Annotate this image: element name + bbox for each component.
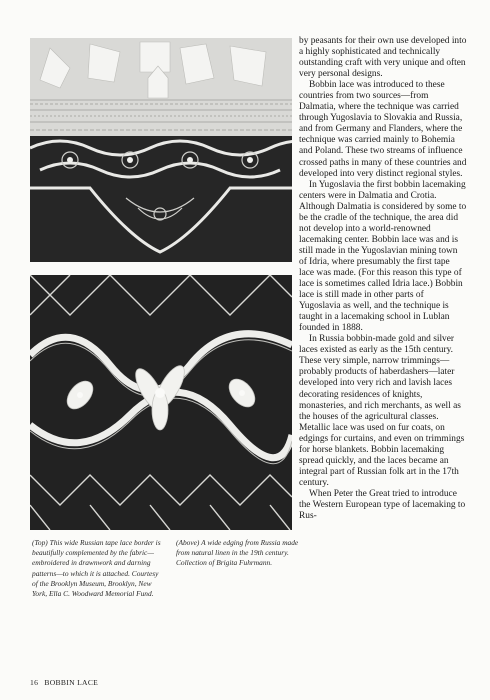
top-lace-photo [30,38,292,262]
body-text-column [299,36,467,676]
body-paragraph: Bobbin lace was introduced to these countries from two sources—from Dalmatia, where the technique was carried through Yugoslavia to Slovakia and Russia, and from Germany and Flanders, where the technique was carried mainly to Bohemia and Poland. These two streams of influence crossed paths in many of these countries and developed into very distinct regional styles. [299,80,467,179]
body-paragraph: In Russia bobbin-made gold and silver laces existed as early as the 15th century. These very simple, narrow trimmings—probably products of haberdashers—later developed into very rich and lavish laces decorating residences of knights, monasteries, and rich merchants, as well as the houses of the agricultural classes. Metallic lace was used on fur coats, on edgings for curtains, and even on trimmings for horse blankets. Bobbin lacemaking spread quickly, and the laces became an integral part of Russian folk art in the 17th century. [299,334,465,488]
running-title: BOBBIN LACE [44,678,99,687]
top-lace-image [30,38,292,262]
bottom-lace-photo [30,275,292,530]
body-paragraph: by peasants for their own use developed into a highly sophisticated and technically outstanding craft with very unique and often very personal designs. [299,36,467,80]
caption-bottom: (Above) A wide edging from Russia made from natural linen in the 19th century. Collection of Brigita Fuhrmann. [176,538,299,568]
page-number: 16 [30,678,39,687]
body-paragraph: In Yugoslavia the first bobbin lacemaking centers were in Dalmatia and Crotia. Although Dalmatia is considered by some to be the cradle of the technique, the area did not develop into a world-renowned lacemaking center. Bobbin lace was and is still made in the Yugoslavian mining town of Idria, where presumably the first tape lace was made. (For this reason this type of lace is sometimes called Idria lace.) Bobbin lace is still made in other parts of Yugoslavia as well, and the technique is taught in a lacemaking school in Lublan founded in 1888. [299,179,467,334]
body-paragraph: When Peter the Great tried to introduce the Western European type of lacemaking to Rus- [299,488,466,522]
caption-top: (Top) This wide Russian tape lace border is beautifully complemented by the fabric—embroidered in drawnwork and darning patterns—to which it is attached. Courtesy of the Brooklyn Museum, Brooklyn, New York, Ella C. Woodward Memorial Fund. [32,538,161,599]
page-footer [30,678,98,687]
bottom-lace-image [30,275,292,530]
